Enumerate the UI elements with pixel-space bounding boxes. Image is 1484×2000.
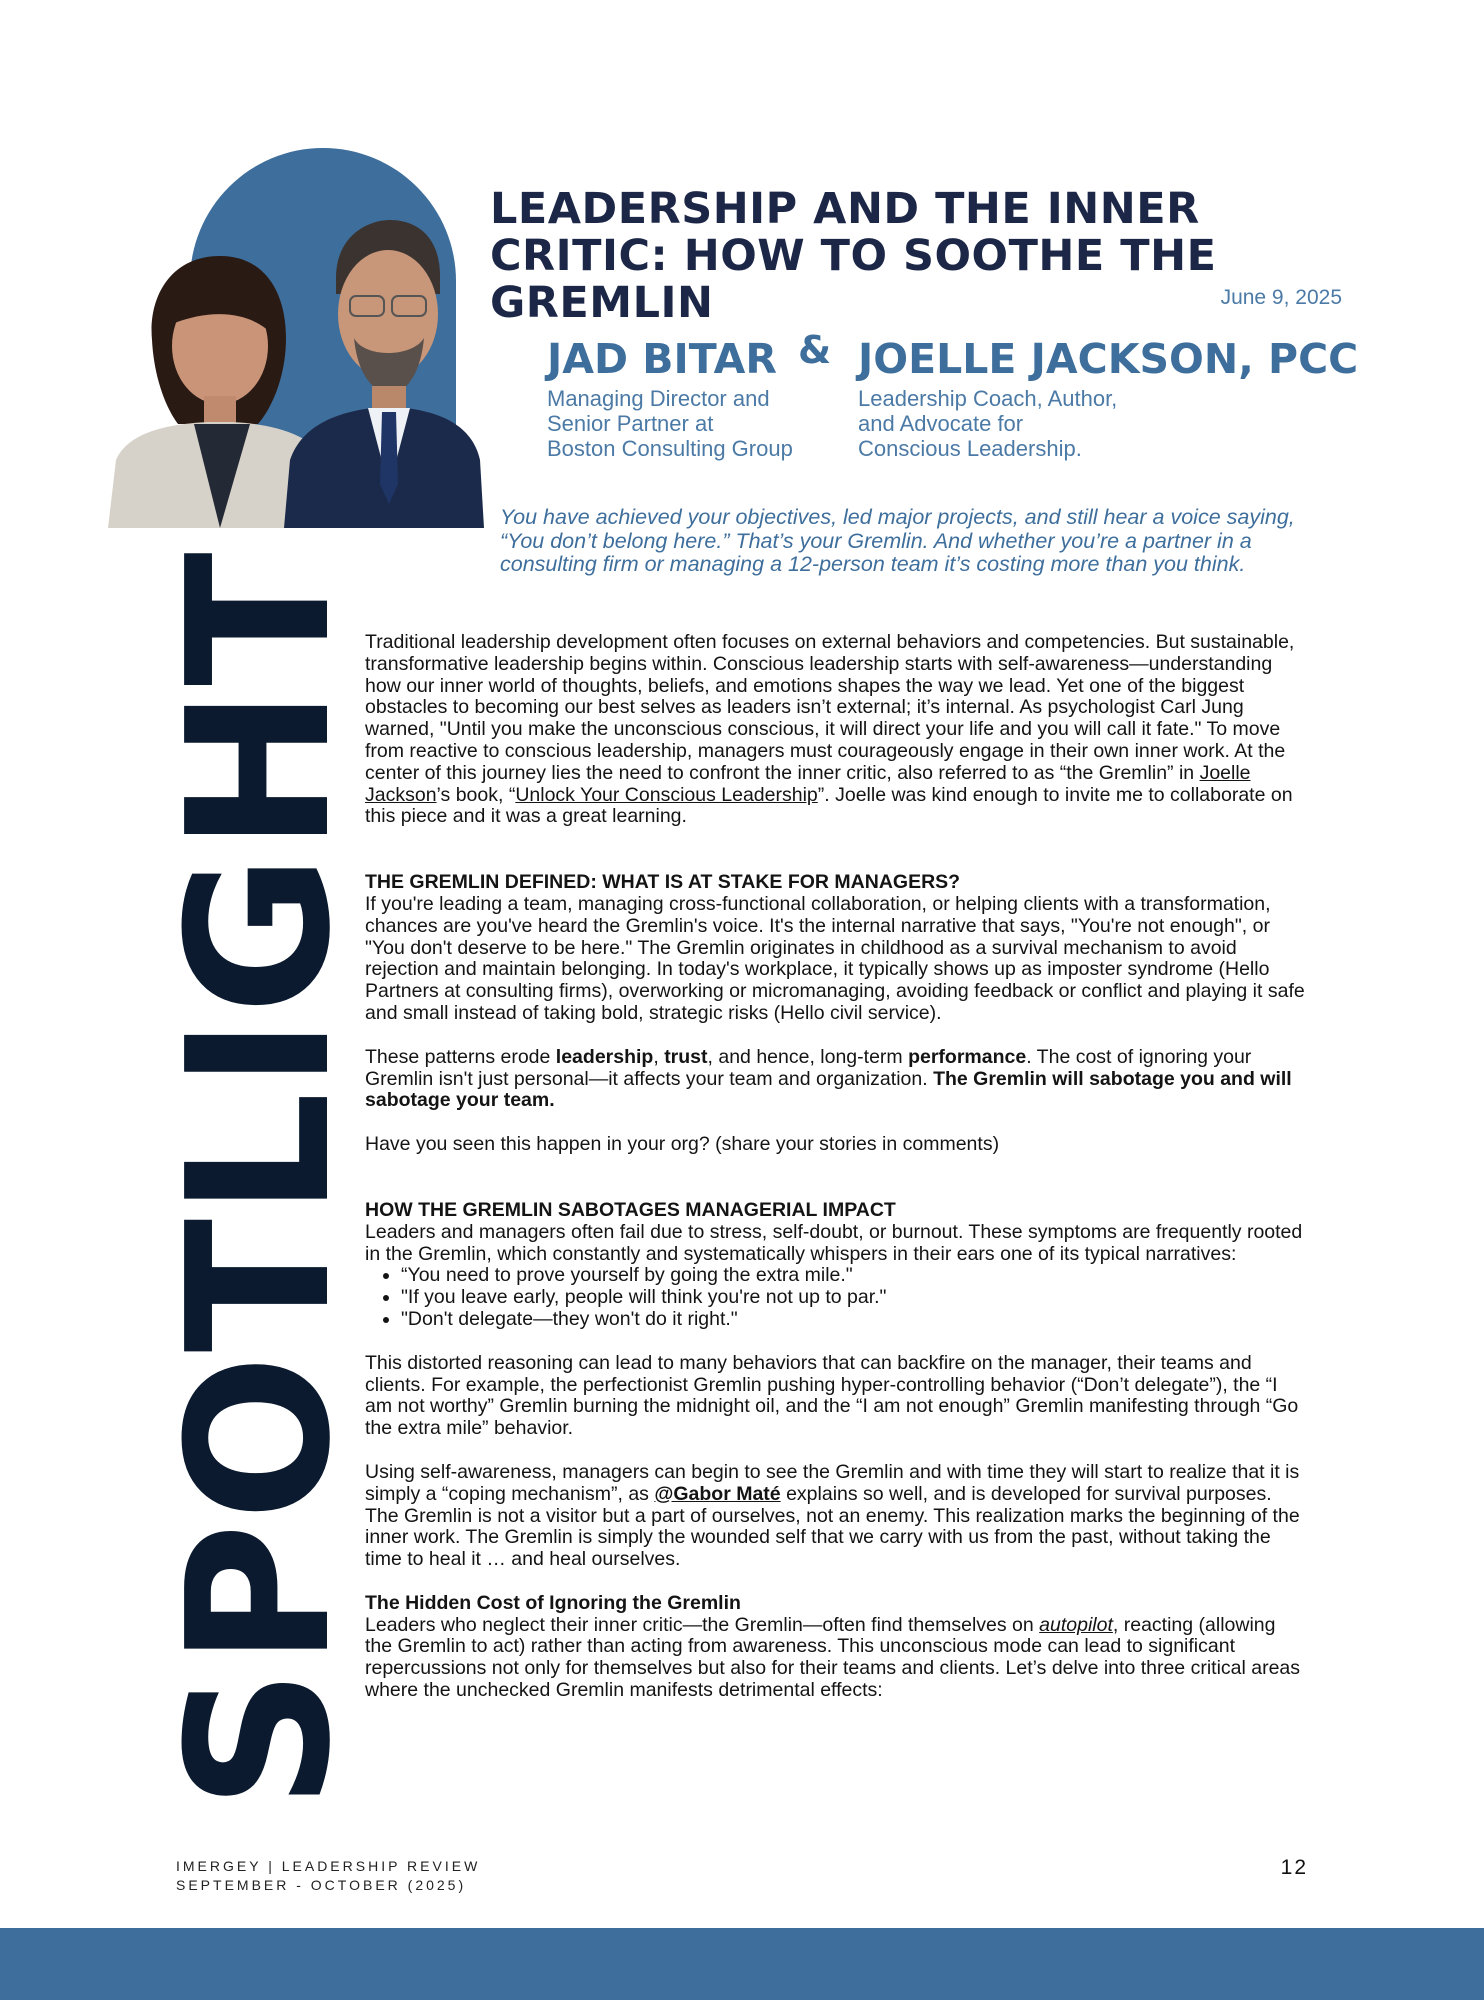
author-role: [858, 386, 1358, 461]
text-run: These patterns erode: [365, 1045, 556, 1068]
author-photos: [108, 148, 500, 528]
paragraph: [365, 632, 1305, 828]
text-run: Using self-awareness, managers can begin to see the Gremlin and with time they will start to realize that it is simply a “coping mechanism”, as: [365, 1460, 1300, 1505]
section-heading: THE GREMLIN DEFINED: WHAT IS AT STAKE FOR MANAGERS?: [365, 871, 961, 894]
paragraph: [365, 1047, 1305, 1112]
author-role: [547, 386, 793, 461]
author-role-line: and Advocate for: [858, 411, 1024, 436]
article-title: LEADERSHIP AND THE INNER CRITIC: HOW TO SOOTHE THE GREMLIN: [490, 184, 1217, 328]
paragraph: If you're leading a team, managing cross-functional collaboration, or helping clients with a transformation, chances are you've heard the Gremlin's voice. It's the internal narrative that says, "You're not enough", or "You don't deserve to be here." The Gremlin originates in childhood as a survival mechanism to avoid rejection and maintain belonging. In today's workplace, it typically shows up as imposter syndrome (Hello Partners at consulting firms), overworking or micromanaging, avoiding feedback or conflict and playing it safe and small instead of taking bold, strategic risks (Hello civil service).: [365, 892, 1305, 1024]
paragraph: [365, 1615, 1305, 1702]
section-heading: HOW THE GREMLIN SABOTAGES MANAGERIAL IMPACT: [365, 1198, 896, 1221]
section-label-spotlight: SPOTLIGHT: [146, 550, 374, 1810]
page-number: 12: [1280, 1856, 1308, 1879]
author-role-line: Leadership Coach, Author,: [858, 386, 1118, 411]
bold-run: performance: [908, 1045, 1027, 1068]
link-gabor-mate[interactable]: @Gabor Maté: [654, 1482, 781, 1505]
text-run: , and hence, long-term: [707, 1045, 909, 1068]
footer-bar: [0, 1928, 1484, 2000]
text-run: ”. Joelle was kind enough to invite me to collaborate on this piece and it was a great learning.: [365, 783, 1293, 828]
list-item: • “You need to prove yourself by going the extra mile.": [401, 1265, 1305, 1287]
link-autopilot[interactable]: autopilot: [1039, 1613, 1113, 1636]
link-joelle-jackson[interactable]: Joelle Jackson: [365, 761, 1251, 806]
text-run: Leaders who neglect their inner critic—the Gremlin—often find themselves on: [365, 1613, 1040, 1636]
author-name: JAD BITAR: [547, 335, 777, 383]
footer-issue: SEPTEMBER - OCTOBER (2025): [176, 1877, 467, 1893]
author-role-line: Boston Consulting Group: [547, 436, 793, 461]
article-intro: You have achieved your objectives, led major projects, and still hear a voice saying, “You don’t belong here.” That’s your Gremlin. And whether you’re a partner in a consulting firm or managing a 12-person team it’s costing more than you think.: [500, 505, 1295, 576]
text-run: Traditional leadership development often focuses on external behaviors and competencies. But sustainable, transformative leadership begins within. Conscious leadership starts with self-awareness—understanding how our inner world of thoughts, beliefs, and emotions shapes the way we lead. Yet one of the biggest obstacles to becoming our best selves as leaders isn’t external; it’s internal. As psychologist Carl Jung warned, "Until you make the unconscious conscious, it will direct your life and you will call it fate." To move from reactive to conscious leadership, managers must courageously engage in their own inner work. At the center of this journey lies the need to confront the inner critic, also referred to as “the Gremlin” in: [365, 631, 1295, 784]
paragraph: Leaders and managers often fail due to stress, self-doubt, or burnout. These symptoms are frequently rooted in the Gremlin, which constantly and systematically whispers in their ears one of its typical narratives:: [365, 1220, 1303, 1265]
footer-publication-info: [176, 1857, 480, 1895]
ampersand: &: [798, 328, 832, 372]
author-role-line: Managing Director and: [547, 386, 770, 411]
article-date: June 9, 2025: [1220, 286, 1342, 309]
text-run: , reacting (allowing the Gremlin to act) rather than acting from awareness. This unconscious mode can lead to significant repercussions not only for themselves but also for their teams and clients. Let’s delve into three critical areas where the unchecked Gremlin manifests detrimental effects:: [365, 1613, 1301, 1702]
author-joelle-jackson: [858, 334, 1358, 461]
section-label-wrap: [146, 550, 374, 1810]
author-name: JOELLE JACKSON, PCC: [858, 335, 1359, 383]
text-run: explains so well, and is developed for survival purposes. The Gremlin is not a visitor but a part of ourselves, not an enemy. This realization marks the beginning of the inner work. The Gremlin is simply the wounded self that we carry with us from the past, without taking the time to heal it … and heal ourselves.: [365, 1482, 1300, 1571]
paragraph: [365, 1462, 1305, 1571]
article-body: [365, 632, 1305, 1702]
paragraph: Have you seen this happen in your org? (share your stories in comments): [365, 1133, 1000, 1156]
text-run: ’s book, “: [436, 783, 516, 806]
text-run: ,: [653, 1045, 665, 1068]
list-item: • "If you leave early, people will think you're not up to par.": [401, 1287, 1305, 1309]
paragraph: This distorted reasoning can lead to many behaviors that can backfire on the manager, their teams and clients. For example, the perfectionist Gremlin pushing hyper-controlling behavior (“Don’t delegate”), the “I am not worthy” Gremlin burning the midnight oil, and the “I am not enough” Gremlin manifesting through “Go the extra mile” behavior.: [365, 1351, 1299, 1440]
list-item: • "Don't delegate—they won't do it right.": [401, 1309, 1305, 1331]
section-subheading: The Hidden Cost of Ignoring the Gremlin: [365, 1591, 741, 1614]
author-photo-man: [284, 198, 484, 528]
text-run: . The cost of ignoring your Gremlin isn't just personal—it affects your team and organization.: [365, 1045, 1252, 1090]
author-role-line: Conscious Leadership.: [858, 436, 1082, 461]
author-jad-bitar: [547, 334, 793, 461]
bold-run: trust: [664, 1045, 708, 1068]
footer-publication: IMERGEY | LEADERSHIP REVIEW: [176, 1858, 481, 1874]
bold-run: leadership: [555, 1045, 654, 1068]
author-role-line: Senior Partner at: [547, 411, 714, 436]
bullet-list: [365, 1265, 1305, 1330]
bold-run: The Gremlin will sabotage you and will sabotage your team.: [365, 1067, 1292, 1112]
link-book-title[interactable]: Unlock Your Conscious Leadership: [515, 783, 818, 806]
